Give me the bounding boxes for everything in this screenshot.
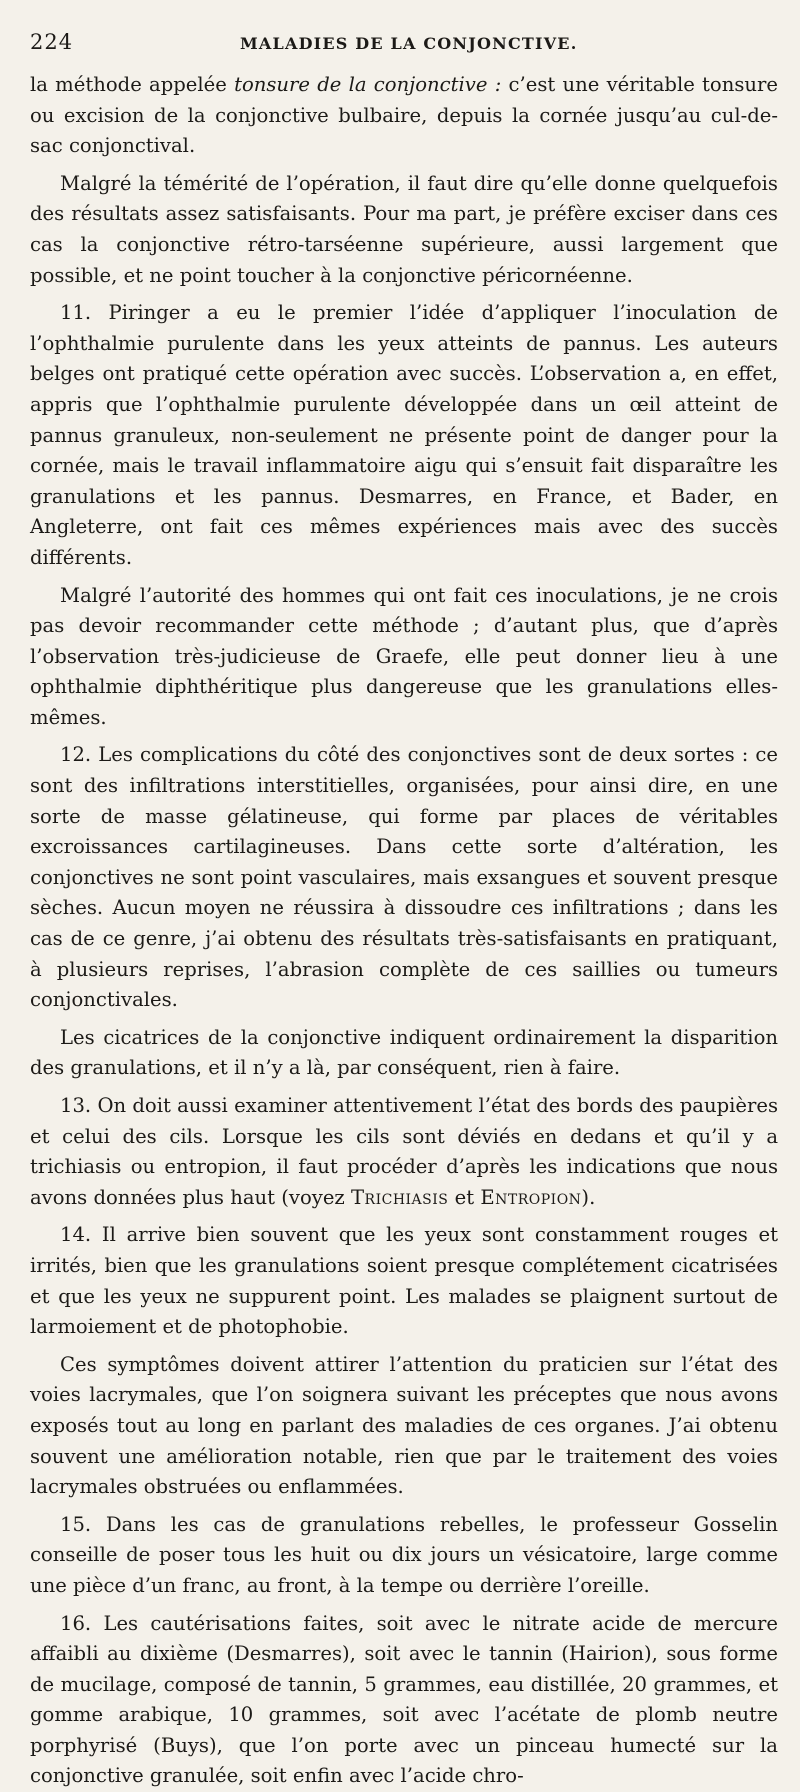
paragraph [30, 740, 778, 1015]
text-run: Malgré la témérité de l’opération, il faut dire qu’elle donne quelquefois des résultats assez satisfaisants. Pour ma part, je préfère exciser dans ces cas la conjonctive rétro-tarséenne supérieure, aussi largement que possible, et ne point toucher à la conjonctive péricornéenne. [30, 172, 778, 287]
paragraph [30, 70, 778, 162]
text-run: Piringer a eu le premier l’idée d’appliquer l’inoculation de l’ophthalmie purulente dans les yeux atteints de pannus. Les auteurs belges ont pratiqué cette opération avec succès. L’observation a, en effet, appris que l’ophthalmie purulente développée dans un œil atteint de pannus granuleux, non-seulement ne présente point de danger pour la cornée, mais le travail inflammatoire aigu qui s’ensuit fait disparaître les granulations et les pannus. Desmarres, en France, et Bader, en Angleterre, ont fait ces mêmes expériences mais avec des succès différents. [30, 301, 778, 569]
text-run: et [448, 1186, 480, 1209]
text-run: Les complications du côté des conjonctives sont de deux sortes : ce sont des infiltrations interstitielles, organisées, pour ainsi dire, en une sorte de masse gélatineuse, qui forme par places de véritables excroissances cartilagineuses. Dans cette sorte d’altération, les conjonctives ne sont point vasculaires, mais exsangues et souvent presque sèches. Aucun moyen ne réussira à dissoudre ces infiltrations ; dans les cas de ce genre, j’ai obtenu des résultats très-satisfaisants en pratiquant, à plusieurs reprises, l’abrasion complète de ces saillies ou tumeurs conjonctivales. [30, 743, 778, 1011]
paragraph [30, 1023, 778, 1084]
section-number: 13. [60, 1094, 97, 1117]
text-run: On doit aussi examiner attentivement l’état des bords des paupières et celui des cils. Lorsque les cils sont déviés en dedans et qu’il y a trichiasis ou entropion, il faut procéder d’après les indications que nous avons données plus haut (voyez [30, 1094, 778, 1209]
paragraph [30, 1609, 778, 1792]
italic-phrase: tonsure de la conjonctive : [234, 73, 501, 96]
text-run: c’est une véritable tonsure ou excision de la conjonctive bulbaire, depuis la cornée jusqu’au cul-de-sac conjonctival. [30, 73, 778, 157]
text-run: ). [581, 1186, 595, 1209]
small-caps-term: Entropion [480, 1186, 581, 1209]
text-run: Les cicatrices de la conjonctive indiquent ordinairement la disparition des granulations, et il n’y a là, par conséquent, rien à faire. [30, 1026, 778, 1080]
page-header [30, 30, 778, 58]
section-number: 15. [60, 1513, 106, 1536]
text-run: Dans les cas de granulations rebelles, le professeur Gosselin conseille de poser tous les huit ou dix jours un vésicatoire, large comme une pièce d’un franc, au front, à la tempe ou derrière l’oreille. [30, 1513, 778, 1597]
section-number: 16. [60, 1612, 103, 1635]
text-run: Il arrive bien souvent que les yeux sont constamment rouges et irrités, bien que les granulations soient presque complétement cicatrisées et que les yeux ne suppurent point. Les malades se plaignent surtout de larmoiement et de photophobie. [30, 1223, 778, 1338]
paragraph [30, 1220, 778, 1342]
page-body [30, 70, 778, 1792]
running-title: MALADIES DE LA CONJONCTIVE. [240, 34, 577, 53]
paragraph [30, 1510, 778, 1602]
text-run: Les cautérisations faites, soit avec le nitrate acide de mercure affaibli au dixième (Desmarres), soit avec le tannin (Hairion), sous forme de mucilage, composé de tannin, 5 grammes, eau distillée, 20 grammes, et gomme arabique, 10 grammes, soit avec l’acétate de plomb neutre porphyrisé (Buys), que l’on porte avec un pinceau humecté sur la conjonctive granulée, soit enfin avec l’acide chro- [30, 1612, 778, 1788]
small-caps-term: Trichiasis [351, 1186, 448, 1209]
paragraph [30, 1350, 778, 1503]
section-number: 12. [60, 743, 98, 766]
paragraph [30, 581, 778, 734]
text-run: Ces symptômes doivent attirer l’attention du praticien sur l’état des voies lacrymales, que l’on soignera suivant les préceptes que nous avons exposés tout au long en parlant des maladies de ces organes. J’ai obtenu souvent une amélioration notable, rien que par le traitement des voies lacrymales obstruées ou enflammées. [30, 1353, 778, 1498]
paragraph [30, 298, 778, 573]
text-run: Malgré l’autorité des hommes qui ont fait ces inoculations, je ne crois pas devoir recommander cette méthode ; d’autant plus, que d’après l’observation très-judicieuse de Graefe, elle peut donner lieu à une ophthalmie diphthéritique plus dangereuse que les granulations elles-mêmes. [30, 584, 778, 729]
section-number: 14. [60, 1223, 102, 1246]
page-number: 224 [30, 30, 240, 54]
paragraph [30, 1091, 778, 1213]
text-run: la méthode appelée [30, 73, 234, 96]
section-number: 11. [60, 301, 109, 324]
paragraph [30, 169, 778, 291]
